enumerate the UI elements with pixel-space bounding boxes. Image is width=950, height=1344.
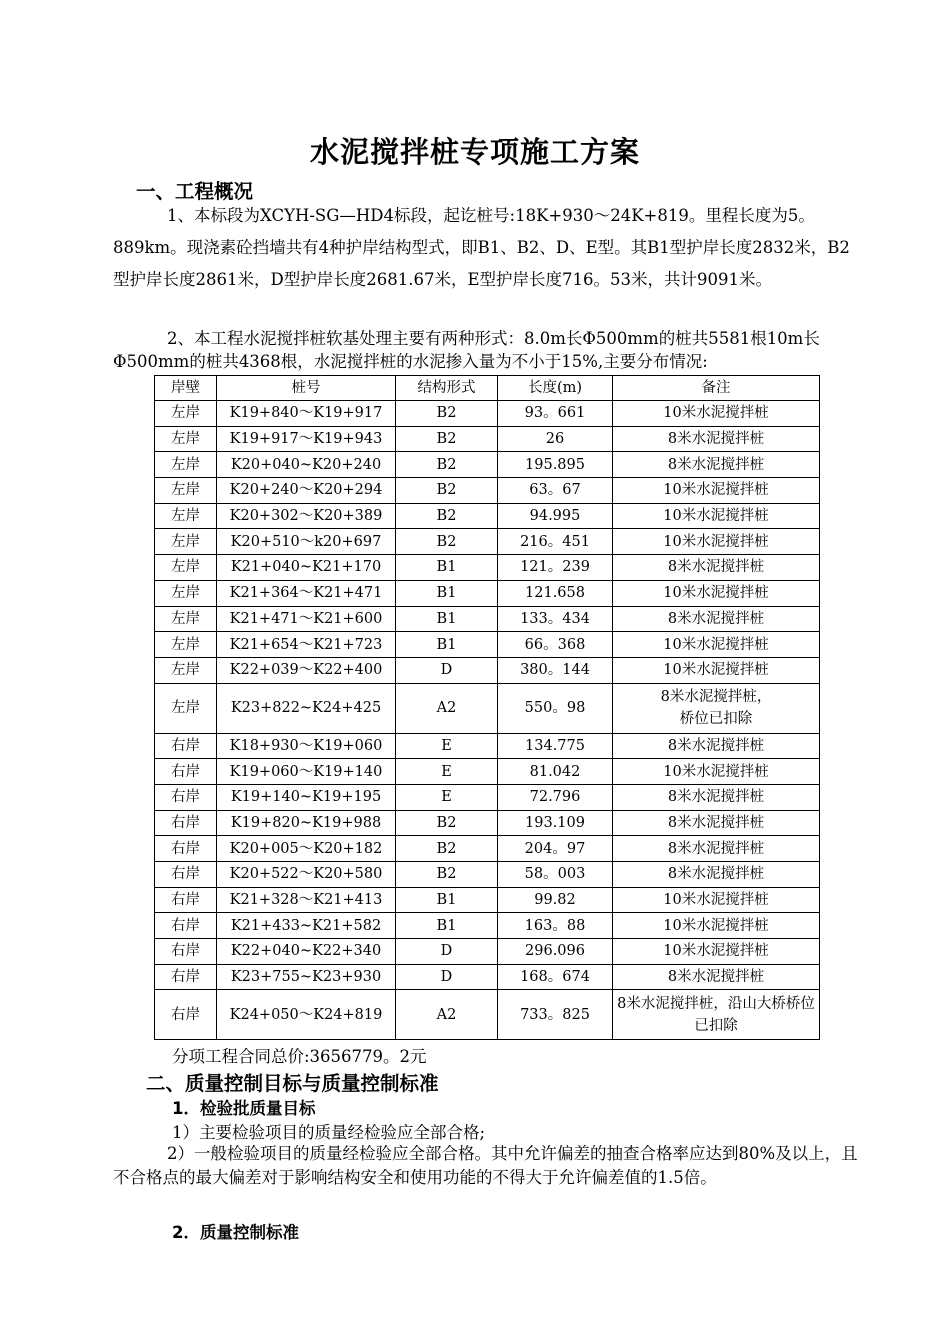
cell-structure: B2	[396, 452, 498, 478]
table-row	[155, 657, 820, 683]
cell-bank: 左岸	[155, 606, 217, 632]
cell-station: K18+930～K19+060	[217, 733, 396, 759]
cell-structure: D	[396, 964, 498, 990]
cell-length: 58。003	[498, 862, 613, 888]
table-row	[155, 452, 820, 478]
cell-length: 63。67	[498, 478, 613, 504]
cell-length: 99.82	[498, 887, 613, 913]
cell-station: K20+040~K20+240	[217, 452, 396, 478]
cell-length: 733。825	[498, 990, 613, 1040]
cell-structure: B1	[396, 887, 498, 913]
cell-remark: 8米水泥搅拌桩	[613, 810, 820, 836]
cell-bank: 左岸	[155, 401, 217, 427]
table-row	[155, 632, 820, 658]
cell-remark: 8米水泥搅拌桩	[613, 733, 820, 759]
header-station: 桩号	[217, 376, 396, 401]
cell-bank: 左岸	[155, 452, 217, 478]
cell-structure: E	[396, 784, 498, 810]
cell-structure: B2	[396, 503, 498, 529]
cell-station: K21+471～K21+600	[217, 606, 396, 632]
cell-remark: 8米水泥搅拌桩	[613, 426, 820, 452]
cell-remark: 8米水泥搅拌桩	[613, 836, 820, 862]
cell-structure: D	[396, 657, 498, 683]
cell-remark: 10米水泥搅拌桩	[613, 503, 820, 529]
cell-bank: 左岸	[155, 580, 217, 606]
cell-remark: 8米水泥搅拌桩，沿山大桥桥位已扣除	[613, 990, 820, 1040]
cell-length: 121.658	[498, 580, 613, 606]
table-row	[155, 478, 820, 504]
table-row	[155, 580, 820, 606]
cell-station: K20+302～K20+389	[217, 503, 396, 529]
cell-station: K24+050～K24+819	[217, 990, 396, 1040]
table-row	[155, 862, 820, 888]
cell-bank: 左岸	[155, 555, 217, 581]
cell-bank: 右岸	[155, 887, 217, 913]
cell-remark: 10米水泥搅拌桩	[613, 478, 820, 504]
table-header-row	[155, 376, 820, 401]
cell-length: 204。97	[498, 836, 613, 862]
cell-station: K21+040~K21+170	[217, 555, 396, 581]
cell-remark: 10米水泥搅拌桩	[613, 632, 820, 658]
cell-bank: 左岸	[155, 529, 217, 555]
section-heading-overview: 一、工程概况	[136, 180, 254, 203]
cell-length: 193.109	[498, 810, 613, 836]
pile-distribution-table	[154, 375, 820, 1040]
subheading-inspection-batch: 1．检验批质量目标	[172, 1099, 316, 1118]
cell-station: K23+755~K23+930	[217, 964, 396, 990]
cell-station: K21+328～K21+413	[217, 887, 396, 913]
cell-remark: 8米水泥搅拌桩	[613, 862, 820, 888]
subheading-quality-standard: 2．质量控制标准	[172, 1223, 299, 1242]
cell-structure: D	[396, 939, 498, 965]
cell-structure: B2	[396, 426, 498, 452]
cell-length: 66。368	[498, 632, 613, 658]
table-row	[155, 401, 820, 427]
table-row	[155, 836, 820, 862]
table-row	[155, 683, 820, 733]
cell-bank: 左岸	[155, 683, 217, 733]
cell-length: 195.895	[498, 452, 613, 478]
cell-remark: 8米水泥搅拌桩	[613, 964, 820, 990]
cell-length: 93。661	[498, 401, 613, 427]
cell-station: K21+433~K21+582	[217, 913, 396, 939]
cell-station: K20+522～K20+580	[217, 862, 396, 888]
cell-bank: 左岸	[155, 503, 217, 529]
table-row	[155, 606, 820, 632]
cell-remark: 10米水泥搅拌桩	[613, 580, 820, 606]
table-row	[155, 939, 820, 965]
cell-bank: 左岸	[155, 426, 217, 452]
cell-structure: B2	[396, 529, 498, 555]
cell-length: 94.995	[498, 503, 613, 529]
cell-structure: B2	[396, 401, 498, 427]
cell-bank: 右岸	[155, 810, 217, 836]
section-heading-quality: 二、质量控制目标与质量控制标准	[146, 1072, 439, 1095]
cell-bank: 右岸	[155, 836, 217, 862]
cell-bank: 右岸	[155, 990, 217, 1040]
cell-station: K19+140~K19+195	[217, 784, 396, 810]
cell-remark: 10米水泥搅拌桩	[613, 939, 820, 965]
table-row	[155, 759, 820, 785]
cell-length: 133。434	[498, 606, 613, 632]
cell-remark: 10米水泥搅拌桩	[613, 759, 820, 785]
table-row	[155, 733, 820, 759]
table-row	[155, 887, 820, 913]
table-row	[155, 555, 820, 581]
cell-remark: 10米水泥搅拌桩	[613, 529, 820, 555]
cell-structure: B1	[396, 606, 498, 632]
cell-station: K19+840～K19+917	[217, 401, 396, 427]
cell-station: K20+510～k20+697	[217, 529, 396, 555]
cell-bank: 右岸	[155, 784, 217, 810]
table-row	[155, 529, 820, 555]
header-remark: 备注	[613, 376, 820, 401]
cell-structure: A2	[396, 990, 498, 1040]
cell-bank: 左岸	[155, 632, 217, 658]
total-contract-price: 分项工程合同总价:3656779。2元	[172, 1047, 427, 1066]
cell-bank: 左岸	[155, 478, 217, 504]
table-row	[155, 990, 820, 1040]
cell-structure: B1	[396, 555, 498, 581]
cell-remark: 8米水泥搅拌桩	[613, 555, 820, 581]
table-row	[155, 964, 820, 990]
cell-remark: 8米水泥搅拌桩	[613, 452, 820, 478]
cell-bank: 右岸	[155, 759, 217, 785]
cell-remark: 8米水泥搅拌桩	[613, 606, 820, 632]
cell-structure: E	[396, 759, 498, 785]
cell-structure: A2	[396, 683, 498, 733]
cell-station: K22+039～K22+400	[217, 657, 396, 683]
cell-length: 134.775	[498, 733, 613, 759]
cell-remark: 10米水泥搅拌桩	[613, 887, 820, 913]
header-length: 长度(m)	[498, 376, 613, 401]
cell-length: 81.042	[498, 759, 613, 785]
cell-bank: 右岸	[155, 964, 217, 990]
page-title: 水泥搅拌桩专项施工方案	[309, 135, 640, 169]
cell-structure: B2	[396, 478, 498, 504]
cell-bank: 右岸	[155, 862, 217, 888]
cell-structure: B2	[396, 810, 498, 836]
quality-item-2: 2）一般检验项目的质量经检验应全部合格。其中允许偏差的抽查合格率应达到80%及以上，且不合格点的最大偏差对于影响结构安全和使用功能的不得大于允许偏差值的1.5倍。	[113, 1144, 858, 1187]
cell-station: K19+820~K19+988	[217, 810, 396, 836]
cell-station: K19+060～K19+140	[217, 759, 396, 785]
cell-length: 168。674	[498, 964, 613, 990]
table-row	[155, 503, 820, 529]
table-body	[155, 401, 820, 1040]
table-row	[155, 810, 820, 836]
cell-remark: 10米水泥搅拌桩	[613, 657, 820, 683]
cell-structure: B2	[396, 836, 498, 862]
cell-remark: 10米水泥搅拌桩	[613, 913, 820, 939]
cell-length: 72.796	[498, 784, 613, 810]
cell-structure: B1	[396, 580, 498, 606]
quality-item-1: 1）主要检验项目的质量经检验应全部合格;	[172, 1123, 486, 1142]
cell-length: 296.096	[498, 939, 613, 965]
cell-structure: B2	[396, 862, 498, 888]
cell-length: 26	[498, 426, 613, 452]
table-row	[155, 426, 820, 452]
cell-length: 216。451	[498, 529, 613, 555]
cell-remark: 8米水泥搅拌桩， 桥位已扣除	[613, 683, 820, 733]
cell-bank: 左岸	[155, 657, 217, 683]
cell-station: K21+364～K21+471	[217, 580, 396, 606]
overview-paragraph-2: 2、本工程水泥搅拌桩软基处理主要有两种形式：8.0m长Φ500mm的桩共5581根10m长Φ500mm的桩共4368根，水泥搅拌桩的水泥掺入量为不小于15%,主要分布情况:	[113, 329, 820, 371]
cell-length: 550。98	[498, 683, 613, 733]
cell-station: K21+654～K21+723	[217, 632, 396, 658]
cell-bank: 右岸	[155, 913, 217, 939]
cell-station: K20+240～K20+294	[217, 478, 396, 504]
overview-paragraph-1: 1、本标段为XCYH-SG—HD4标段，起讫桩号:18K+930～24K+819。里程长度为5。889km。现浇素砼挡墙共有4种护岸结构型式，即B1、B2、D、E型。其B1型护岸长度2832米，B2型护岸长度2861米，D型护岸长度2681.67米，E型护岸长度716。53米，共计9091米。	[113, 206, 850, 289]
table-row	[155, 913, 820, 939]
cell-length: 121。239	[498, 555, 613, 581]
cell-bank: 右岸	[155, 939, 217, 965]
header-bank: 岸壁	[155, 376, 217, 401]
cell-structure: E	[396, 733, 498, 759]
cell-station: K20+005～K20+182	[217, 836, 396, 862]
cell-station: K19+917～K19+943	[217, 426, 396, 452]
cell-remark: 10米水泥搅拌桩	[613, 401, 820, 427]
cell-length: 163。88	[498, 913, 613, 939]
cell-station: K23+822~K24+425	[217, 683, 396, 733]
cell-structure: B1	[396, 913, 498, 939]
cell-length: 380。144	[498, 657, 613, 683]
cell-bank: 右岸	[155, 733, 217, 759]
cell-remark: 8米水泥搅拌桩	[613, 784, 820, 810]
cell-structure: B1	[396, 632, 498, 658]
header-structure: 结构形式	[396, 376, 498, 401]
table-row	[155, 784, 820, 810]
cell-station: K22+040~K22+340	[217, 939, 396, 965]
